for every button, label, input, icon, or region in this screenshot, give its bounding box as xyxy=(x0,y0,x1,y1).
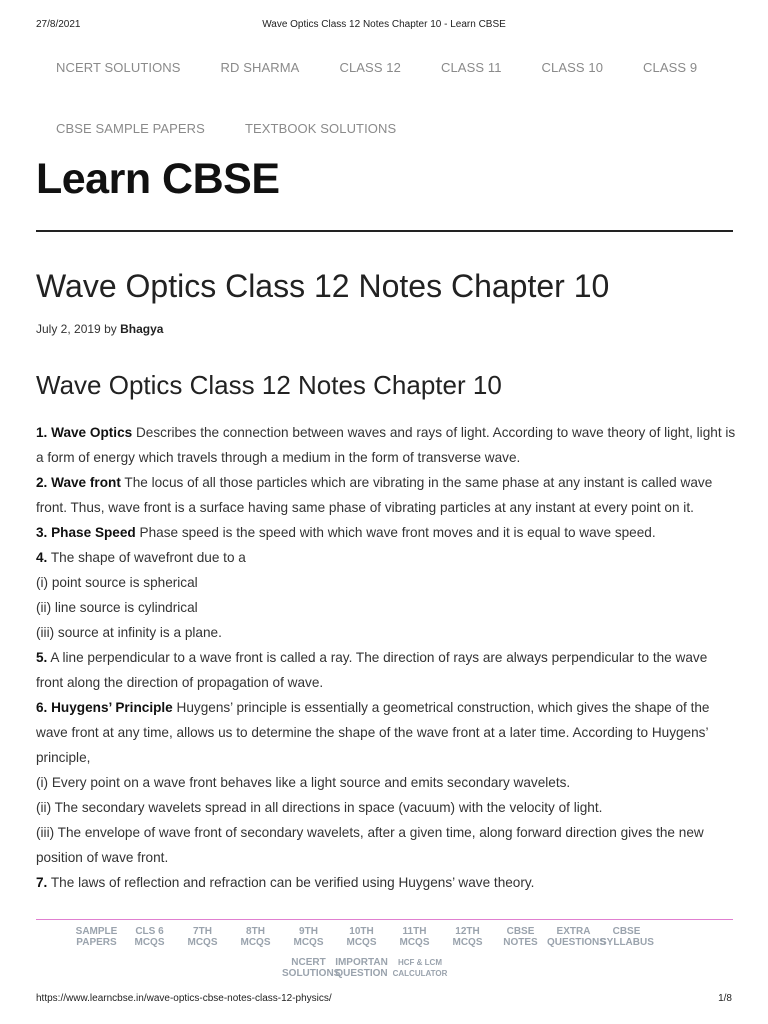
content-paragraph xyxy=(36,795,736,820)
nav-link-class-10[interactable]: CLASS 10 xyxy=(541,60,604,75)
point-text: The shape of wavefront due to a xyxy=(47,550,246,565)
content-paragraph xyxy=(36,770,736,795)
footer-link-cls6-mcqs[interactable]: CLS 6 MCQS xyxy=(134,926,165,948)
footer-link-9th-mcqs[interactable]: 9TH MCQS xyxy=(293,926,324,948)
section-heading: Wave Optics Class 12 Notes Chapter 10 xyxy=(36,370,502,400)
point-label: 4. xyxy=(36,550,48,565)
nav-link-class-12[interactable]: CLASS 12 xyxy=(339,60,401,75)
point-text: Phase speed is the speed with which wave front moves and it is equal to wave speed. xyxy=(135,525,656,540)
print-header xyxy=(0,0,768,40)
post-title: Wave Optics Class 12 Notes Chapter 10 xyxy=(36,268,610,304)
footer-link-important-question[interactable]: IMPORTAN QUESTION xyxy=(335,957,388,979)
footer-link-ncert-solutions[interactable]: NCERT SOLUTIONS xyxy=(282,957,341,979)
print-date: 27/8/2021 xyxy=(36,19,81,30)
nav-row-secondary xyxy=(36,121,416,136)
content-paragraph xyxy=(36,595,736,620)
nav-row-primary xyxy=(36,60,717,75)
footer-link-7th-mcqs[interactable]: 7TH MCQS xyxy=(187,926,218,948)
footer-link-10th-mcqs[interactable]: 10TH MCQS xyxy=(346,926,377,948)
footer-link-extra-questions[interactable]: EXTRA QUESTIONS xyxy=(547,926,606,948)
point-label: 2. Wave front xyxy=(36,475,121,490)
point-label: 3. Phase Speed xyxy=(36,525,136,540)
footer-link-11th-mcqs[interactable]: 11TH MCQS xyxy=(399,926,430,948)
nav-link-class-9[interactable]: CLASS 9 xyxy=(643,60,698,75)
nav-link-cbse-sample-papers[interactable]: CBSE SAMPLE PAPERS xyxy=(56,121,205,136)
footer-link-cbse-notes[interactable]: CBSE NOTES xyxy=(503,926,538,948)
point-text: (ii) line source is cylindrical xyxy=(36,600,198,615)
point-label: 1. Wave Optics xyxy=(36,425,133,440)
nav-link-rd-sharma[interactable]: RD SHARMA xyxy=(220,60,300,75)
point-label: 6. Huygens’ Principle xyxy=(36,700,173,715)
site-logo-title[interactable]: Learn CBSE xyxy=(36,155,280,203)
content-paragraph xyxy=(36,570,736,595)
print-url: https://www.learncbse.in/wave-optics-cbse-notes-class-12-physics/ xyxy=(36,993,332,1004)
footer-links-row-2 xyxy=(282,957,452,979)
content-paragraph xyxy=(36,620,736,645)
footer-link-8th-mcqs[interactable]: 8TH MCQS xyxy=(240,926,271,948)
point-text: The laws of reflection and refraction can be verified using Huygens’ wave theory. xyxy=(47,875,535,890)
footer-link-sample-papers[interactable]: SAMPLE PAPERS xyxy=(75,926,118,948)
point-label: 5. xyxy=(36,650,48,665)
footer-link-12th-mcqs[interactable]: 12TH MCQS xyxy=(452,926,483,948)
point-text: (i) point source is spherical xyxy=(36,575,198,590)
post-author-link[interactable]: Bhagya xyxy=(120,322,164,336)
content-paragraph xyxy=(36,695,736,770)
content-paragraph xyxy=(36,820,736,870)
footer-quick-links xyxy=(70,926,710,979)
nav-link-class-11[interactable]: CLASS 11 xyxy=(440,60,502,75)
print-page-title: Wave Optics Class 12 Notes Chapter 10 - Learn CBSE xyxy=(262,19,506,30)
nav-link-ncert-solutions[interactable]: NCERT SOLUTIONS xyxy=(56,60,181,75)
content-paragraph xyxy=(36,545,736,570)
point-text: The locus of all those particles which are vibrating in the same phase at any instant is called wave front. Thus, wave front is a surface having same phase of vibrating particles at any instant at every point on it. xyxy=(36,475,713,515)
content-paragraph xyxy=(36,645,736,695)
point-text: (i) Every point on a wave front behaves like a light source and emits secondary wavelets. xyxy=(36,775,571,790)
point-text: Describes the connection between waves and rays of light. According to wave theory of light, light is a form of energy which travels through a medium in the form of transverse wave. xyxy=(36,425,736,465)
point-text: Huygens’ principle is essentially a geometrical construction, which gives the shape of the wave front at any time, allows us to determine the shape of the wave front at a later time. According to Huygens’ principle, xyxy=(36,700,710,765)
footer-links-row-1 xyxy=(70,926,710,948)
content-paragraph xyxy=(36,470,736,520)
print-page-number: 1/8 xyxy=(718,993,732,1004)
content-paragraph xyxy=(36,420,736,470)
point-text: (iii) source at infinity is a plane. xyxy=(36,625,222,640)
nav-link-textbook-solutions[interactable]: TEXTBOOK SOLUTIONS xyxy=(244,121,397,136)
footer-divider xyxy=(36,919,733,920)
content-paragraph xyxy=(36,520,736,545)
point-text: (iii) The envelope of wave front of secondary wavelets, after a given time, along forward direction gives the new position of wave front. xyxy=(36,825,704,865)
post-by-label: by xyxy=(104,322,117,336)
article-content xyxy=(36,420,736,895)
post-date: July 2, 2019 xyxy=(36,322,101,336)
footer-link-hcf-lcm-calculator[interactable]: HCF & LCM CALCULATOR xyxy=(392,958,448,978)
point-text: (ii) The secondary wavelets spread in all directions in space (vacuum) with the velocity of light. xyxy=(36,800,603,815)
point-label: 7. xyxy=(36,875,48,890)
post-meta xyxy=(36,322,163,336)
point-text: A line perpendicular to a wave front is called a ray. The direction of rays are always perpendicular to the wave front along the direction of propagation of wave. xyxy=(36,650,708,690)
content-paragraph xyxy=(36,870,736,895)
footer-link-cbse-syllabus[interactable]: CBSE SYLLABUS xyxy=(600,926,654,948)
header-divider xyxy=(36,230,733,232)
